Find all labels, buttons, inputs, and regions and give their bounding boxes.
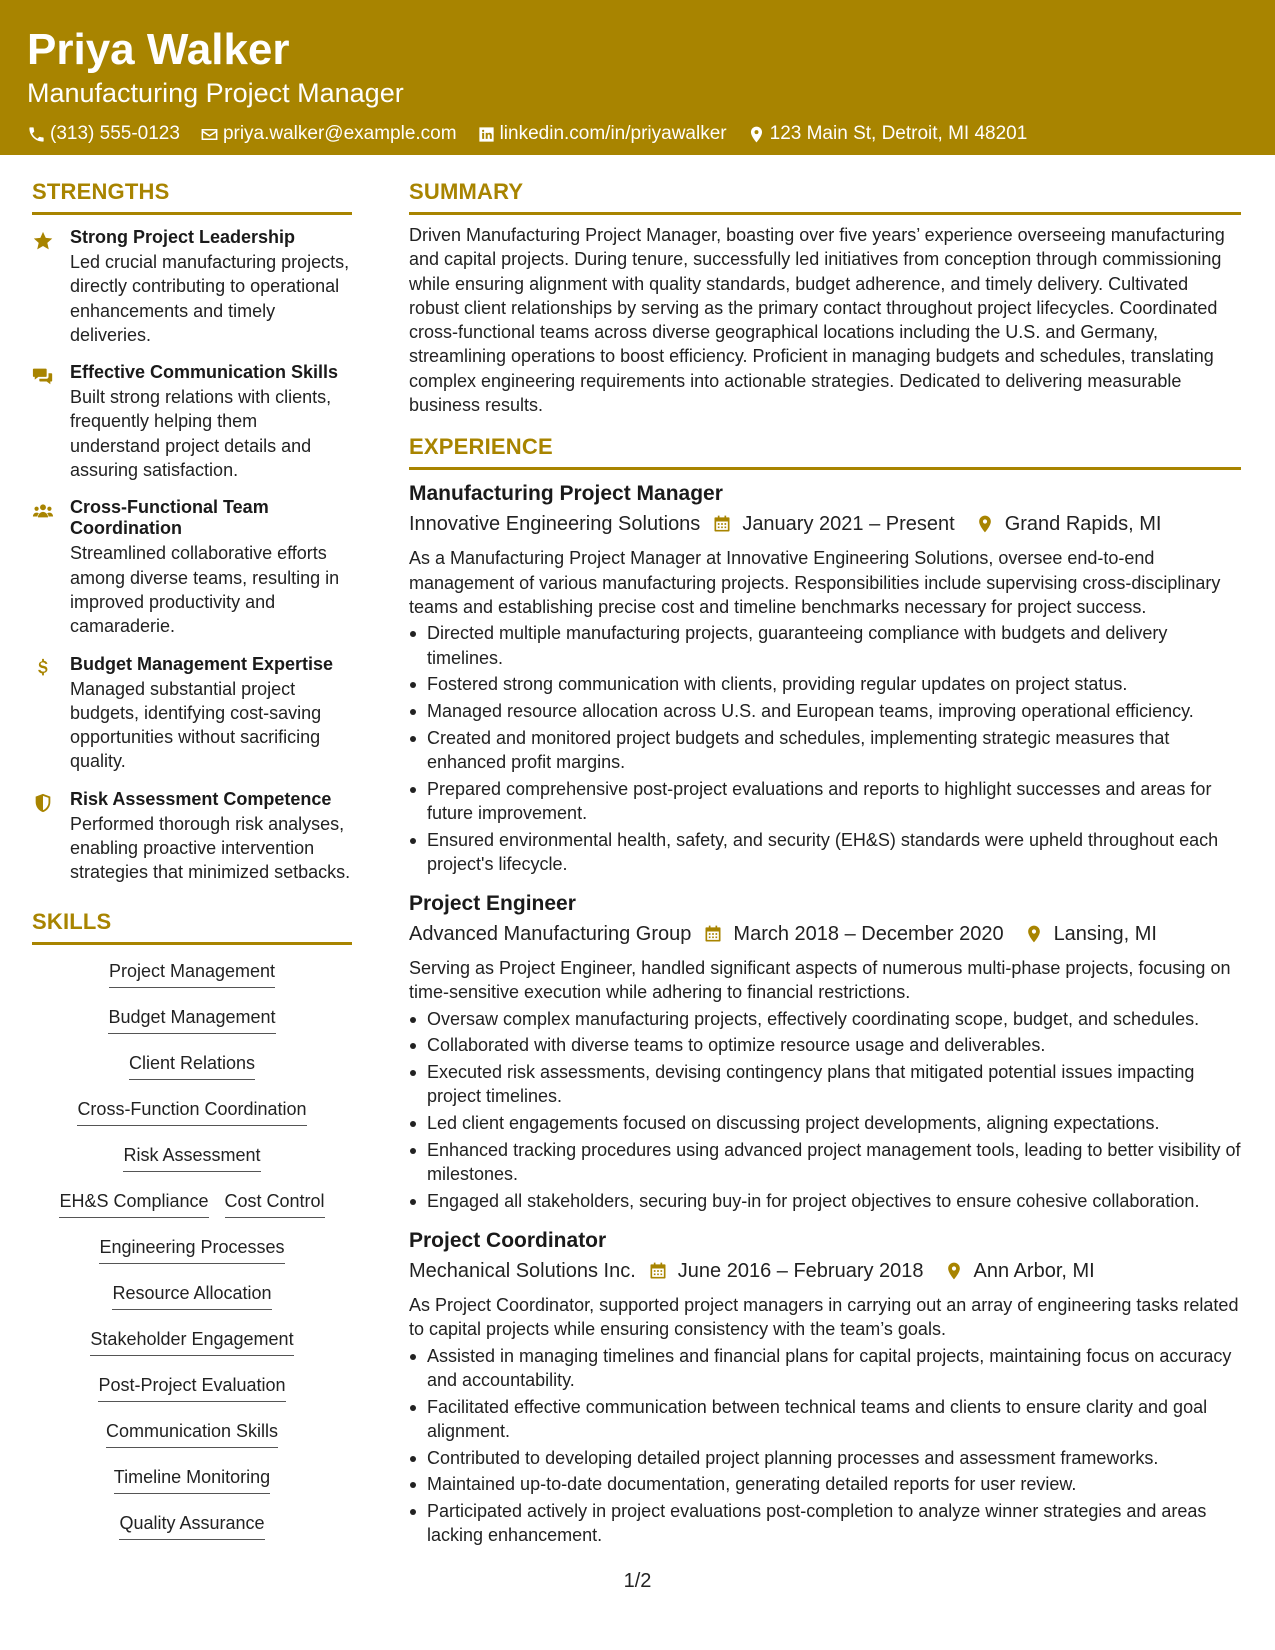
job-dates: June 2016 – February 2018 bbox=[677, 1260, 924, 1283]
strength-title: Budget Management Expertise bbox=[70, 653, 334, 674]
dollar-icon bbox=[32, 657, 54, 679]
strength-desc: Led crucial manufacturing projects, directly contributing to operational enhancements and timely deliveries. bbox=[70, 252, 350, 345]
left-column bbox=[32, 178, 352, 1557]
job-description: As a Manufacturing Project Manager at Innovative Engineering Solutions, oversee end-to-end management of various manufacturing projects. Responsibilities include supervising cross-disciplinary teams and establishing precise cost and timeline benchmarks necessary for project success. bbox=[409, 548, 1221, 617]
job-bullets bbox=[409, 621, 1241, 876]
job-company: Innovative Engineering Solutions bbox=[409, 513, 701, 536]
skill-tag: Risk Assessment bbox=[123, 1143, 260, 1172]
location-pin-icon bbox=[975, 514, 995, 534]
job-meta bbox=[409, 1257, 1241, 1285]
job-bullet: Participated actively in project evaluations post-completion to analyze winner strategies and areas lacking enhancement. bbox=[409, 1499, 1241, 1548]
job-description: As Project Coordinator, supported project managers in carrying out an array of engineering tasks related to capital projects while ensuring consistency with the team’s goals. bbox=[409, 1295, 1239, 1340]
experience-heading: EXPERIENCE bbox=[409, 433, 1241, 470]
job-bullet: Enhanced tracking procedures using advanced project management tools, leading to better visibility of milestones. bbox=[409, 1138, 1241, 1187]
skill-tag: Resource Allocation bbox=[112, 1281, 271, 1310]
users-icon bbox=[32, 500, 54, 522]
summary-text: Driven Manufacturing Project Manager, boasting over five years’ experience overseeing manufacturing and capital projects. During tenure, successfully led initiatives from conception through commissioning while ensuring alignment with quality standards, budget adherence, and timely delivery. Cultivated robust client relationships by serving as the primary contact throughout project lifecycles. Coordinated cross-functional teams across diverse geographical locations including the U.S. and Germany, streamlining operations to boost efficiency. Proficient in managing budgets and schedules, translating complex engineering requirements into actionable strategies. Dedicated to delivering measurable business results. bbox=[409, 225, 1225, 416]
skill-tag: EH&S Compliance bbox=[59, 1189, 208, 1218]
job-dates: March 2018 – December 2020 bbox=[733, 923, 1004, 946]
skill-tag: Stakeholder Engagement bbox=[90, 1327, 293, 1356]
job-dates: January 2021 – Present bbox=[742, 513, 955, 536]
job-bullet: Ensured environmental health, safety, and security (EH&S) standards were upheld throughout each project's lifecycle. bbox=[409, 828, 1241, 877]
strength-item bbox=[32, 789, 352, 885]
phone-icon bbox=[27, 125, 46, 144]
strength-title: Effective Communication Skills bbox=[70, 362, 339, 383]
skills-list bbox=[32, 959, 352, 1557]
page-number: 1/2 bbox=[623, 1570, 652, 1592]
job-bullet: Facilitated effective communication between technical teams and clients to ensure clarity and goal alignment. bbox=[409, 1395, 1241, 1444]
job-bullets bbox=[409, 1344, 1241, 1548]
address-text: 123 Main St, Detroit, MI 48201 bbox=[769, 123, 1028, 144]
strength-title: Cross-Functional Team Coordination bbox=[70, 497, 269, 539]
location-pin-icon bbox=[747, 125, 766, 144]
right-column bbox=[409, 178, 1241, 1550]
strengths-list bbox=[32, 227, 352, 885]
contact-linkedin[interactable] bbox=[477, 122, 727, 146]
skill-tag: Budget Management bbox=[108, 1005, 275, 1034]
candidate-title: Manufacturing Project Manager bbox=[27, 78, 404, 108]
job-bullet: Fostered strong communication with clients, providing regular updates on project status. bbox=[409, 672, 1241, 696]
strengths-heading: STRENGTHS bbox=[32, 178, 352, 215]
job-bullet: Managed resource allocation across U.S. and European teams, improving operational efficiency. bbox=[409, 699, 1241, 723]
job-title: Project Coordinator bbox=[409, 1229, 607, 1253]
job-entry bbox=[409, 1227, 1241, 1548]
summary-heading: SUMMARY bbox=[409, 178, 1241, 215]
skill-tag: Communication Skills bbox=[106, 1419, 278, 1448]
job-entry bbox=[409, 890, 1241, 1213]
strength-title: Risk Assessment Competence bbox=[70, 788, 332, 809]
job-bullet: Created and monitored project budgets and schedules, implementing strategic measures that enhanced profit margins. bbox=[409, 726, 1241, 775]
job-bullet: Executed risk assessments, devising contingency plans that mitigated potential issues impacting project timelines. bbox=[409, 1060, 1241, 1109]
contact-email[interactable] bbox=[200, 122, 457, 146]
strength-desc: Performed thorough risk analyses, enabling proactive intervention strategies that minimized setbacks. bbox=[70, 813, 351, 883]
job-location: Lansing, MI bbox=[1053, 923, 1157, 946]
strength-item bbox=[32, 497, 352, 638]
strength-title: Strong Project Leadership bbox=[70, 227, 296, 247]
email-text: priya.walker@example.com bbox=[222, 123, 457, 144]
job-description: Serving as Project Engineer, handled significant aspects of numerous multi-phase projects, focusing on time-sensitive execution while adhering to financial restrictions. bbox=[409, 958, 1231, 1003]
job-bullet: Directed multiple manufacturing projects, guaranteeing compliance with budgets and delivery timelines. bbox=[409, 621, 1241, 670]
skill-tag: Project Management bbox=[109, 959, 275, 988]
comments-icon bbox=[32, 365, 54, 387]
job-bullets bbox=[409, 1007, 1241, 1213]
linkedin-icon bbox=[477, 125, 496, 144]
job-bullet: Assisted in managing timelines and financial plans for capital projects, maintaining focus on accuracy and accountability. bbox=[409, 1344, 1241, 1393]
experience-list bbox=[409, 480, 1241, 1547]
job-company: Advanced Manufacturing Group bbox=[409, 923, 692, 946]
job-bullet: Engaged all stakeholders, securing buy-in for project objectives to ensure cohesive collaboration. bbox=[409, 1189, 1241, 1213]
skill-tag: Client Relations bbox=[129, 1051, 255, 1080]
phone-text: (313) 555-0123 bbox=[50, 123, 180, 144]
job-location: Ann Arbor, MI bbox=[973, 1260, 1095, 1283]
job-meta bbox=[409, 510, 1241, 538]
skill-tag: Cost Control bbox=[225, 1189, 325, 1218]
job-bullet: Maintained up-to-date documentation, generating detailed reports for user review. bbox=[409, 1472, 1241, 1496]
strength-item bbox=[32, 227, 352, 347]
location-pin-icon bbox=[944, 1261, 964, 1281]
job-location: Grand Rapids, MI bbox=[1004, 513, 1162, 536]
job-entry bbox=[409, 480, 1241, 876]
calendar-icon bbox=[703, 924, 723, 944]
calendar-icon bbox=[648, 1261, 668, 1281]
header bbox=[0, 0, 1275, 155]
job-bullet: Oversaw complex manufacturing projects, effectively coordinating scope, budget, and schedules. bbox=[409, 1007, 1241, 1031]
strength-desc: Built strong relations with clients, frequently helping them understand project details and assuring satisfaction. bbox=[70, 387, 332, 481]
job-title: Manufacturing Project Manager bbox=[409, 482, 723, 506]
strength-item bbox=[32, 654, 352, 774]
job-bullet: Contributed to developing detailed project planning processes and assessment frameworks. bbox=[409, 1446, 1241, 1470]
linkedin-text: linkedin.com/in/priyawalker bbox=[499, 123, 727, 144]
strength-item bbox=[32, 362, 352, 482]
contact-address bbox=[747, 122, 1028, 146]
skills-heading: SKILLS bbox=[32, 908, 352, 945]
calendar-icon bbox=[712, 514, 732, 534]
job-company: Mechanical Solutions Inc. bbox=[409, 1260, 636, 1283]
shield-icon bbox=[32, 792, 54, 814]
star-icon bbox=[32, 230, 54, 252]
job-bullet: Prepared comprehensive post-project evaluations and reports to highlight successes and areas for future improvement. bbox=[409, 777, 1241, 826]
contact-bar bbox=[27, 122, 1275, 146]
job-bullet: Led client engagements focused on discussing project developments, aligning expectations. bbox=[409, 1111, 1241, 1135]
strength-desc: Managed substantial project budgets, identifying cost-saving opportunities without sacrificing quality. bbox=[70, 678, 322, 772]
job-title: Project Engineer bbox=[409, 892, 576, 916]
skill-tag: Quality Assurance bbox=[119, 1511, 264, 1540]
envelope-icon bbox=[200, 125, 219, 144]
job-meta bbox=[409, 920, 1241, 948]
skill-tag: Post-Project Evaluation bbox=[98, 1373, 285, 1402]
skill-tag: Cross-Function Coordination bbox=[77, 1097, 306, 1126]
job-bullet: Collaborated with diverse teams to optimize resource usage and deliverables. bbox=[409, 1033, 1241, 1057]
strength-desc: Streamlined collaborative efforts among diverse teams, resulting in improved productivity and camaraderie. bbox=[70, 543, 340, 637]
contact-phone[interactable] bbox=[27, 122, 180, 146]
skill-tag: Engineering Processes bbox=[99, 1235, 284, 1264]
location-pin-icon bbox=[1024, 924, 1044, 944]
skill-tag: Timeline Monitoring bbox=[114, 1465, 270, 1494]
candidate-name: Priya Walker bbox=[27, 25, 290, 74]
